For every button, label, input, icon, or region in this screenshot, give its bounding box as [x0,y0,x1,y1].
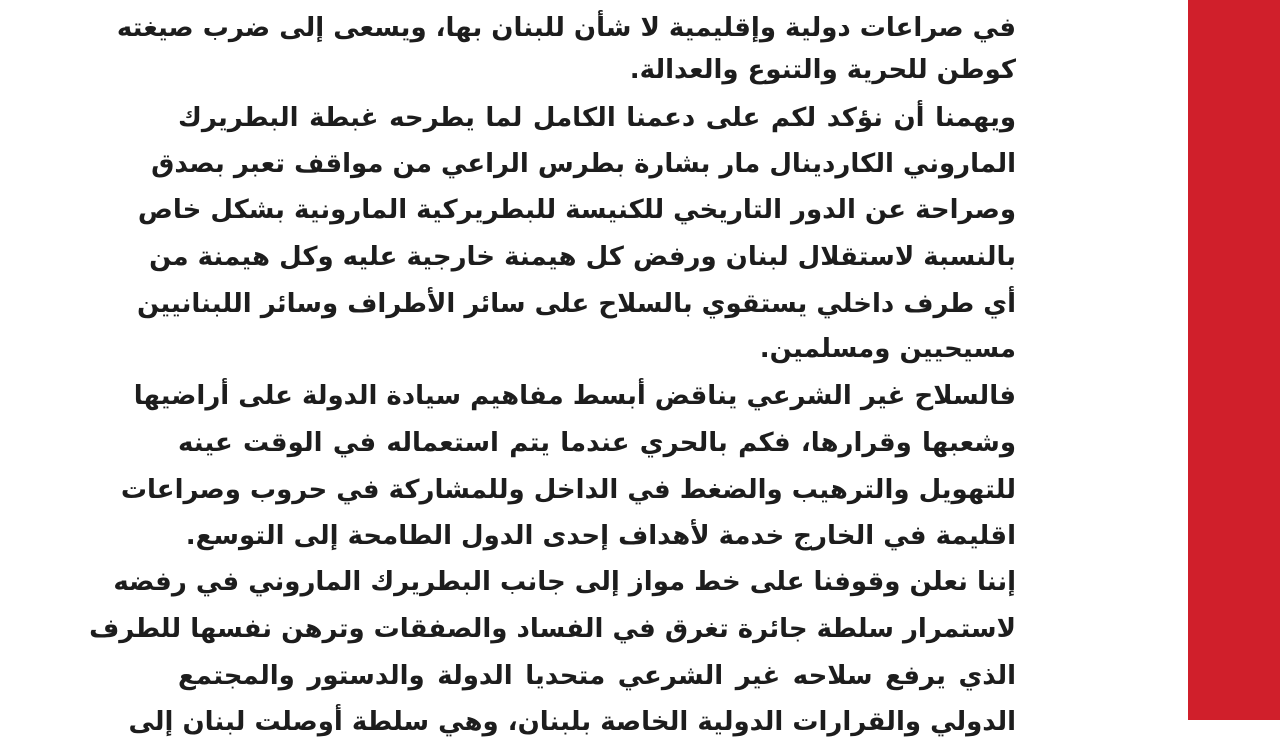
text-line-8: مسيحيين ومسلمين. [759,334,1016,364]
text-line-1: في صراعات دولية وإقليمية لا شأن للبنان بها، ويسعى إلى ضرب صيغته [116,13,1016,43]
text-line-10: وشعبها وقرارها، فكم بالحري عندما يتم استعماله في الوقت عينه [178,428,1016,458]
text-line-5: وصراحة عن الدور التاريخي للكنيسة للبطريركية المارونية بشكل خاص [137,195,1016,225]
red-side-band [1188,0,1280,720]
text-line-15: الذي يرفع سلاحه غير الشرعي متحديا الدولة والدستور والمجتمع [178,661,1016,691]
text-line-3: ويهمنا أن نؤكد لكم على دعمنا الكامل لما يطرحه غبطة البطريرك [178,103,1016,133]
text-line-6: بالنسبة لاستقلال لبنان ورفض كل هيمنة خارجية عليه وكل هيمنة من [149,242,1016,272]
text-line-2: كوطن للحرية والتنوع والعدالة. [629,55,1016,85]
letter-body [89,0,1016,737]
text-line-13: إننا نعلن وقوفنا على خط مواز إلى جانب البطريرك الماروني في رفضه [113,567,1016,597]
text-line-11: للتهويل والترهيب والضغط في الداخل وللمشاركة في حروب وصراعات [120,475,1016,505]
text-line-12: اقليمة في الخارج خدمة لأهداف إحدى الدول الطامحة إلى التوسع. [185,521,1016,551]
text-line-14: لاستمرار سلطة جائرة تغرق في الفساد والصفقات وترهن نفسها للطرف [89,614,1016,644]
text-line-16: الدولي والقرارات الدولية الخاصة بلبنان، وهي سلطة أوصلت لبنان إلى [128,707,1016,737]
text-line-9: فالسلاح غير الشرعي يناقض أبسط مفاهيم سيادة الدولة على أراضيها [133,381,1016,411]
text-line-7: أي طرف داخلي يستقوي بالسلاح على سائر الأطراف وسائر اللبنانيين [137,289,1016,319]
text-line-4: الماروني الكاردينال مار بشارة بطرس الراعي من مواقف تعبر بصدق [151,149,1016,179]
